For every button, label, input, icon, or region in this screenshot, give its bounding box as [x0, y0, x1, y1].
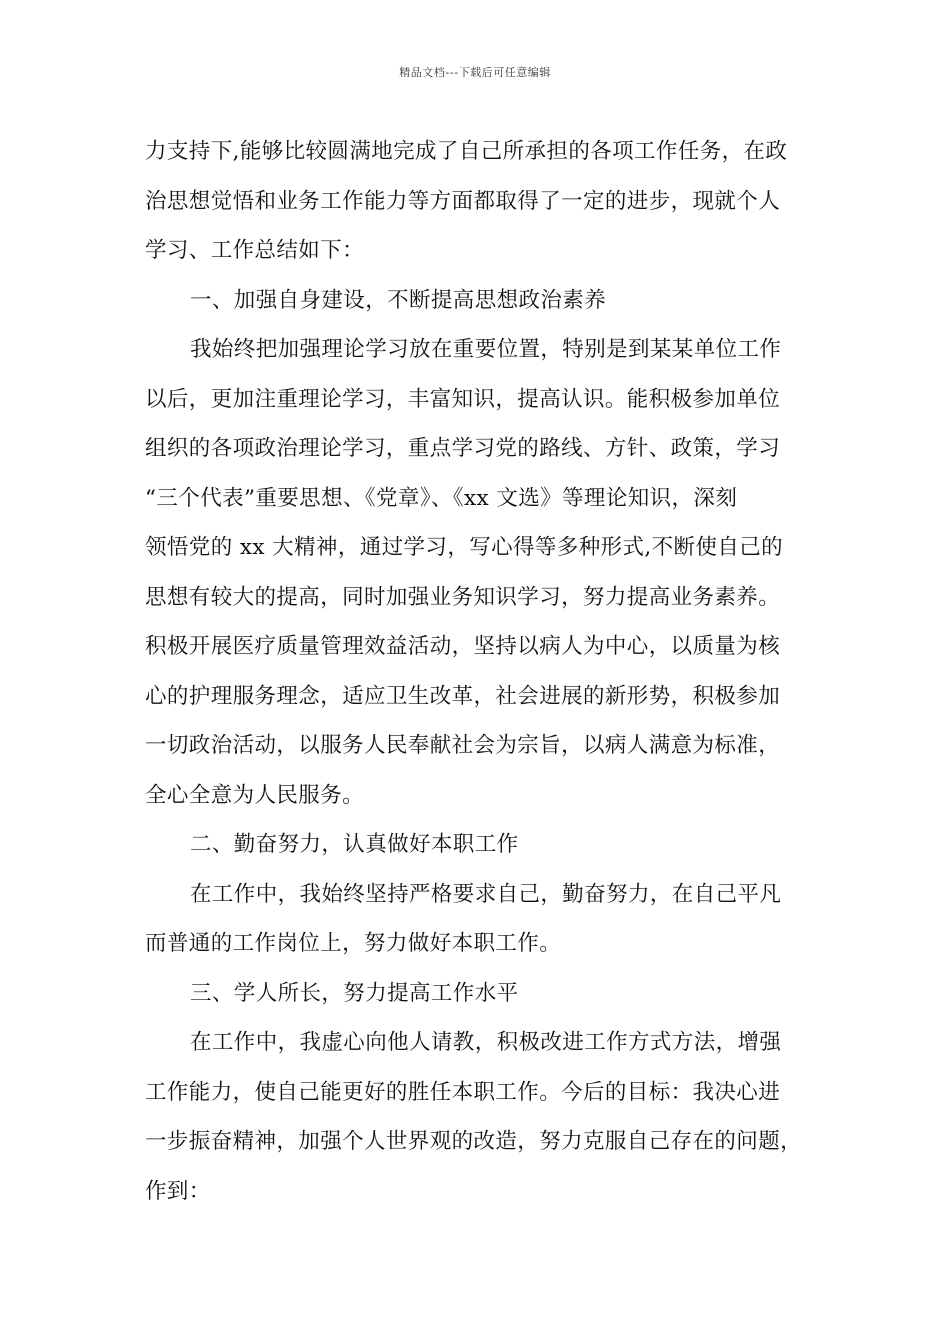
text-line: 组织的各项政治理论学习，重点学习党的路线、方针、政策，学习 — [145, 436, 781, 461]
text-line: “三个代表”重要思想、《党章》、《xx 文选》等理论知识，深刻 — [145, 485, 738, 511]
text-line: 以后，更加注重理论学习，丰富知识，提高认识。能积极参加单位 — [145, 386, 781, 412]
section-heading: 一、加强自身建设，不断提高思想政治素养 — [190, 287, 607, 313]
text-line: 全心全意为人民服务。 — [145, 782, 365, 808]
text-line: 一步振奋精神，加强个人世界观的改造，努力克服自己存在的问题， — [145, 1129, 803, 1154]
text-line: 而普通的工作岗位上，努力做好本职工作。 — [145, 931, 562, 956]
document-body — [145, 127, 825, 1216]
text-line: 作到： — [145, 1178, 211, 1204]
text-line: 心的护理服务理念，适应卫生改革，社会进展的新形势，积极参加 — [145, 683, 781, 709]
text-line: 在工作中，我始终坚持严格要求自己，勤奋努力，在自己平凡 — [190, 881, 782, 907]
text-line: 在工作中，我虚心向他人请教，积极改进工作方式方法，增强 — [190, 1030, 782, 1055]
text-line: 一切政治活动，以服务人民奉献社会为宗旨，以病人满意为标准， — [145, 733, 781, 758]
section-heading: 三、学人所长，努力提高工作水平 — [190, 980, 519, 1006]
text-line: 思想有较大的提高，同时加强业务知识学习，努力提高业务素养。 — [145, 584, 781, 610]
text-line: 我始终把加强理论学习放在重要位置，特别是到某某单位工作 — [190, 337, 782, 362]
text-line: 治思想觉悟和业务工作能力等方面都取得了一定的进步，现就个人 — [145, 188, 781, 214]
text-line: 工作能力，使自己能更好的胜任本职工作。今后的目标：我决心进 — [145, 1079, 781, 1105]
text-line: 积极开展医疗质量管理效益活动，坚持以病人为中心，以质量为核 — [145, 634, 781, 659]
text-line: 学习、工作总结如下： — [145, 238, 365, 263]
page-header: 精品文档---下载后可任意编辑 — [399, 66, 551, 79]
text-line: 领悟党的 xx 大精神，通过学习，写心得等多种形式,不断使自己的 — [145, 535, 784, 560]
section-heading: 二、勤奋努力，认真做好本职工作 — [190, 832, 519, 857]
text-line: 力支持下,能够比较圆满地完成了自己所承担的各项工作任务，在政 — [145, 139, 788, 164]
